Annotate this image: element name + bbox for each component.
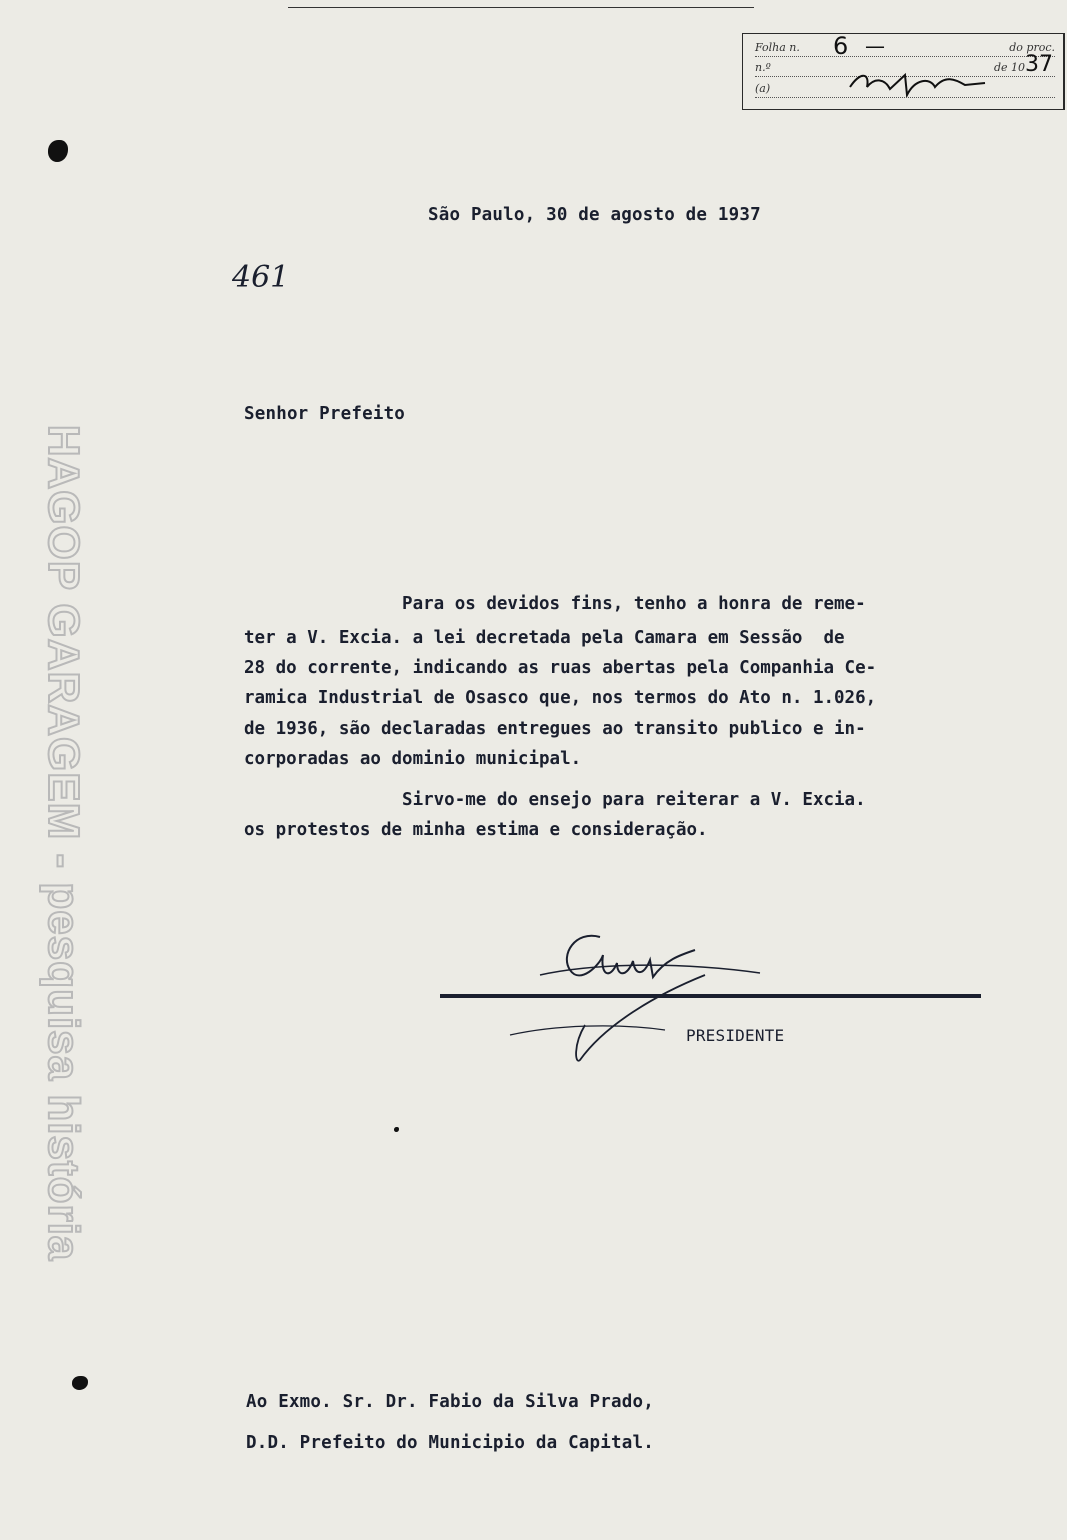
- stamp-do-proc-label: do proc.: [1009, 41, 1055, 54]
- stamp-dash-mark: —: [865, 34, 885, 58]
- paragraph2-line: os protestos de minha estima e consideração.: [244, 820, 708, 840]
- stamp-n-label: n.º: [755, 61, 771, 74]
- paragraph1-line: ter a V. Excia. a lei decretada pela Camara em Sessão de: [244, 628, 845, 648]
- paragraph1-line: corporadas ao dominio municipal.: [244, 749, 582, 769]
- stamp-a-label: (a): [755, 82, 771, 95]
- stamp-row-folha: [755, 32, 1055, 60]
- ink-blot: [48, 140, 68, 162]
- stamp-row-assinatura: [755, 81, 1055, 98]
- stamp-year-value: 37: [1025, 52, 1053, 77]
- stamp-folha-label: Folha n.: [755, 41, 800, 54]
- signature-line: [440, 994, 981, 998]
- signature-title: PRESIDENTE: [686, 1026, 785, 1045]
- addressee-line-2: D.D. Prefeito do Municipio da Capital.: [246, 1433, 654, 1453]
- stamp-folha-value: 6: [833, 32, 849, 60]
- watermark-text: HAGOP GARAGEM - pesquisa história: [39, 424, 88, 1262]
- salutation: Senhor Prefeito: [244, 404, 406, 424]
- ink-blot: [72, 1376, 88, 1390]
- paragraph1-line: de 1936, são declaradas entregues ao transito publico e in-: [244, 719, 866, 739]
- stamp-de-label: de 10: [993, 61, 1025, 74]
- place-date: São Paulo, 30 de agosto de 1937: [428, 205, 761, 225]
- addressee-line-1: Ao Exmo. Sr. Dr. Fabio da Silva Prado,: [246, 1392, 654, 1412]
- paragraph1-line: ramica Industrial de Osasco que, nos termos do Ato n. 1.026,: [244, 688, 877, 708]
- watermark: [39, 318, 88, 1368]
- reference-number: 461: [232, 260, 290, 295]
- paragraph1-line: Para os devidos fins, tenho a honra de reme-: [244, 594, 866, 614]
- paragraph2-line: Sirvo-me do ensejo para reiterar a V. Excia.: [244, 790, 866, 810]
- top-rule: [288, 7, 754, 8]
- protocol-stamp: [742, 33, 1065, 110]
- stamp-initials-signature: [845, 67, 995, 97]
- ink-dot: [394, 1127, 399, 1132]
- paragraph1-line: 28 do corrente, indicando as ruas abertas pela Companhia Ce-: [244, 658, 877, 678]
